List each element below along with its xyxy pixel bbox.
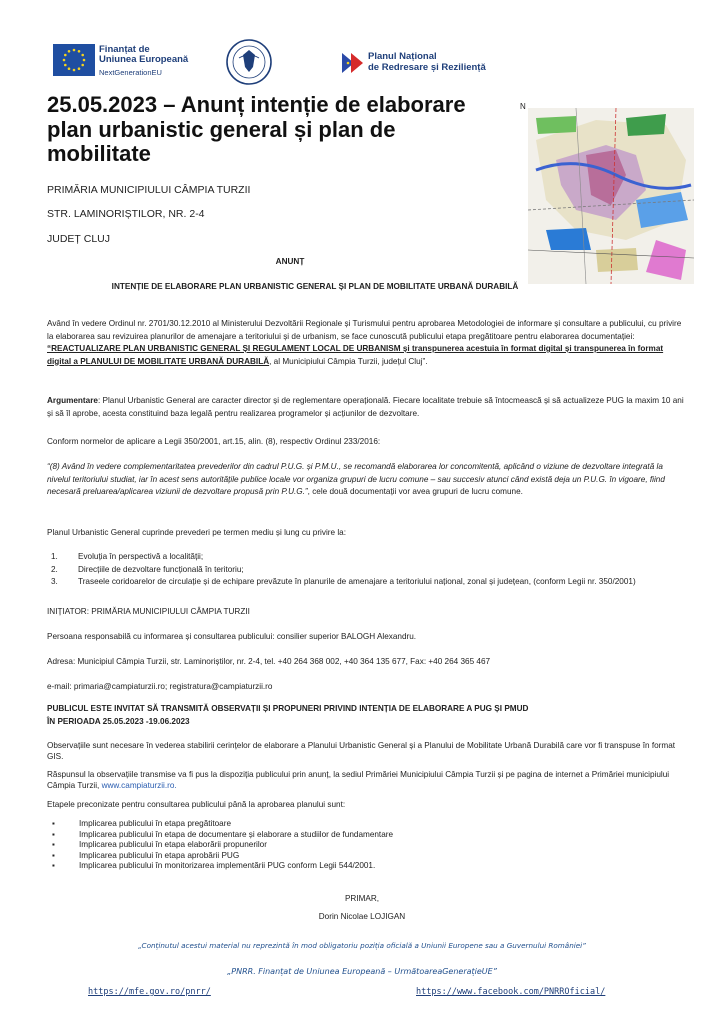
list-item: ▪ Implicarea publicului în etapa pregătitoare	[51, 819, 687, 830]
pnrr-logo	[340, 48, 500, 80]
pnrr-logo-line1: Planul Național	[368, 51, 437, 62]
list-item: ▪ Implicarea publicului în monitorizarea implementării PUG conform Legii 544/2001.	[51, 861, 687, 872]
announcement-heading: ANUNȚ	[275, 257, 305, 266]
eu-flag-icon	[53, 44, 95, 76]
public-invitation: PUBLICUL ESTE INVITAT SĂ TRANSMITĂ OBSERVAȚII ȘI PROPUNERI PRIVIND INTENȚIA DE ELABORARE A PUG ȘI PMUD ÎN PERIOADA 25.05.2023 -19.06.2023	[47, 704, 529, 726]
eu-logo-line2: Uniunea Europeană	[99, 54, 189, 65]
list-item: ▪ Implicarea publicului în etapa aprobării PUG	[51, 851, 687, 862]
argument-text: : Planul Urbanistic General are caracter director și de reglementare operațională. Fiecare localitate trebuie să întocmească și să actualizeze PUG la maxim 10 ani și să îl aprobe, acesta constituind baza legală pentru realizarea programelor și acțiunilor de dezvoltare.	[47, 396, 684, 418]
quote-text: “(8) Având în vedere complementaritatea prevederilor din cadrul P.U.G. și P.M.U., se recomandă elaborarea lor concomitentă, aplicând o viziune de dezvoltare integrată la nivelul teritoriului studiat, iar în acest sens autoritățile publice locale vor organiza grupuri de lucru comune – sau succesiv atunci când există deja un P.U.G. în vigoare, fiind necesară preluarea/aplicarea viziunii de dezvoltare propusă prin P.U.G.”	[47, 462, 665, 496]
facebook-link[interactable]: https://www.facebook.com/PNRROficial/	[416, 987, 606, 997]
romanian-government-seal-icon	[225, 38, 273, 86]
intro-document-title: “REACTUALIZARE PLAN URBANISTIC GENERAL ȘI REGULAMENT LOCAL DE URBANISM și transpunerea acestuia în format digital și transpunerea în format digital a PLANULUI DE MOBILITATE URBANĂ DURABILĂ	[47, 344, 664, 366]
institution-name: PRIMĂRIA MUNICIPIULUI CÂMPIA TURZII	[47, 184, 251, 196]
list-item: 1. Evoluția în perspectivă a localității;	[51, 552, 204, 561]
list-item: 3. Traseele coridoarelor de circulație și de echipare prevăzute în planurile de amenajare a teritoriului național, zonal și județean, (conform Legii nr. 350/2001)	[51, 577, 636, 586]
quote-text-end: , cele două documentații vor avea grupuri de lucru comune.	[307, 487, 523, 496]
eu-funding-logo	[53, 44, 193, 78]
page-title: 25.05.2023 – Anunț intenție de elaborare plan urbanistic general și plan de mobilitate	[47, 92, 466, 166]
responsible-person: Persoana responsabilă cu informarea și consultarea publicului: consilier superior BALOGH Alexandru.	[47, 632, 417, 641]
institution-street: STR. LAMINORIȘTILOR, NR. 2-4	[47, 208, 205, 220]
pug-intro: Planul Urbanistic General cuprinde prevederi pe termen mediu și lung cu privire la:	[47, 528, 346, 537]
observations-paragraph: Observațiile sunt necesare în vederea stabilirii cerințelor de elaborare a Planului Urbanistic General și a Planului de Mobilitate Urbană Durabilă care vor fi transpuse în format GIS.	[47, 741, 676, 761]
eu-logo-sub: NextGenerationEU	[99, 68, 162, 77]
mfe-link[interactable]: https://mfe.gov.ro/pnrr/	[88, 987, 211, 997]
website-link[interactable]: www.campiaturzii.ro.	[101, 781, 177, 790]
intro-text: Având în vedere Ordinul nr. 2701/30.12.2010 al Ministerului Dezvoltării Regionale și Turismului pentru aprobarea Metodologiei de informare și consultare a publicului, cu privire la elaborarea sau revizuirea planurilor de amenajare a teritoriului și de urbanism, se face cunoscută publicului etapa pregătitoare pentru elaborarea documentației:	[47, 319, 682, 341]
footer-disclaimer: „Conținutul acestui material nu reprezintă în mod obligatoriu poziția oficială a Uniunii Europene sau a Guvernului României”	[138, 941, 586, 950]
norms-paragraph: Conform normelor de aplicare a Legii 350/2001, art.15, alin. (8), respectiv Ordinul 233/2016:	[47, 437, 381, 446]
pnrr-arrow-icon	[340, 50, 366, 76]
institution-county: JUDEȚ CLUJ	[47, 233, 111, 245]
response-paragraph: Răspunsul la observațiile transmise va fi pus la dispoziția publicului prin anunț, la sediul Primăriei Municipiului Câmpia Turzii și pe pagina de internet a Primăriei municipiului Câmpia Turzii, www.campiaturzii.ro.	[47, 770, 670, 790]
argument-label: Argumentare	[47, 396, 98, 405]
eu-logo-line1: Finanțat de	[99, 44, 150, 55]
list-item: ▪ Implicarea publicului în etapa de documentare și elaborare a studiilor de fundamentare	[51, 830, 687, 841]
contact-address: Adresa: Municipiul Câmpia Turzii, str. Laminoriștilor, nr. 2-4, tel. +40 264 368 002, +40 364 135 677, Fax: +40 264 365 467	[47, 657, 491, 666]
argument-paragraph	[47, 395, 687, 420]
quote-paragraph	[47, 461, 687, 499]
signature-role: PRIMAR,	[344, 894, 380, 903]
announcement-subject: INTENȚIE DE ELABORARE PLAN URBANISTIC GENERAL ȘI PLAN DE MOBILITATE URBANĂ DURABILĂ	[111, 282, 519, 291]
intro-paragraph	[47, 318, 687, 368]
pnrr-logo-line2: de Redresare și Reziliență	[368, 62, 486, 73]
pug-provisions-list	[51, 551, 687, 589]
list-item: 2. Direcțiile de dezvoltare funcțională în teritoriu;	[51, 564, 244, 574]
list-item: ▪ Implicarea publicului în etapa elaborării propunerilor	[51, 840, 687, 851]
contact-email: e-mail: primaria@campiaturzii.ro; registratura@campiaturzii.ro	[47, 682, 273, 691]
stages-list	[51, 819, 687, 872]
signature-name: Dorin Nicolae LOJIGAN	[318, 912, 406, 921]
stages-intro: Etapele preconizate pentru consultarea publicului până la aprobarea planului sunt:	[47, 800, 346, 809]
initiator: INIȚIATOR: PRIMĂRIA MUNICIPIULUI CÂMPIA TURZII	[47, 607, 250, 616]
north-arrow-label: N	[520, 102, 526, 111]
intro-text-end: , al Municipiului Câmpia Turzii, județul Cluj”.	[269, 356, 428, 366]
footer-funding: „PNRR. Finanțat de Uniunea Europeană – UrmătoareaGenerațieUE”	[227, 967, 497, 976]
